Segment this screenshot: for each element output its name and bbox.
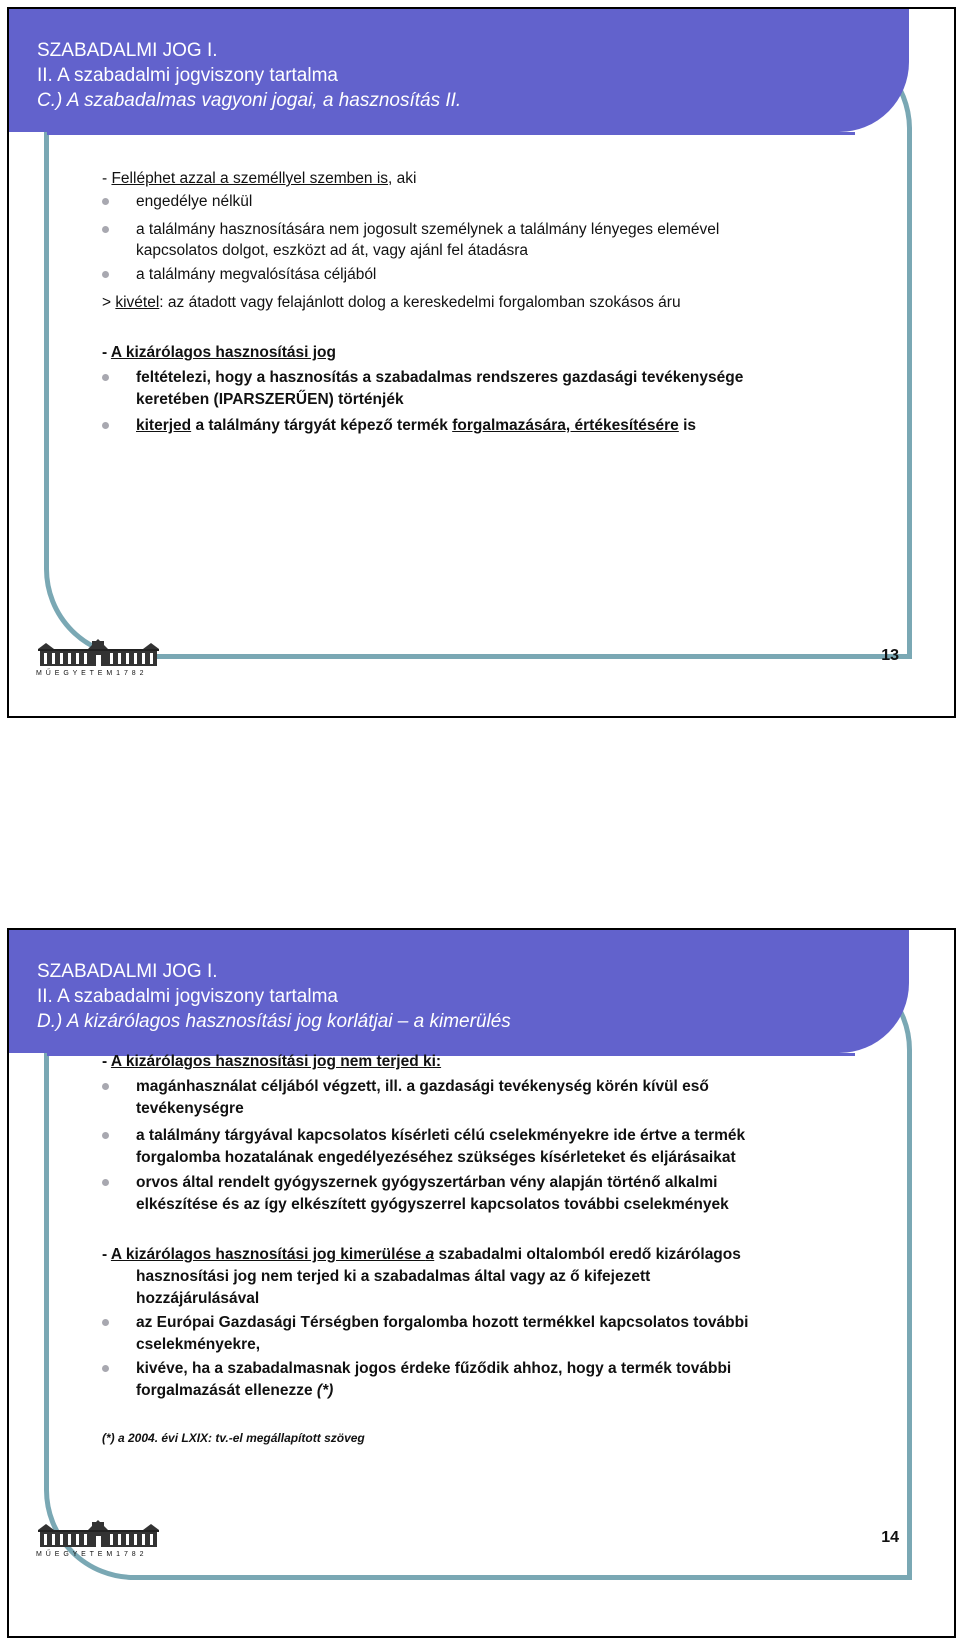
bullet-text: magánhasználat céljából végzett, ill. a gazdasági tevékenység körén kívül eső (136, 1078, 709, 1095)
dash: - (102, 170, 112, 187)
underlined-text: kivétel (115, 294, 160, 311)
header-section: D.) A kizárólagos hasznosítási jog korlátjai – a kimerülés (37, 1011, 511, 1032)
bullet-text: engedélye nélkül (136, 193, 253, 210)
dash: - (102, 1246, 111, 1263)
bullet-icon (102, 1132, 109, 1139)
footnote-marker: (*) (316, 1382, 334, 1399)
underlined-text: A kizárólagos hasznosítási jog (110, 344, 336, 361)
dash: - (102, 344, 111, 361)
page-number: 14 (881, 1529, 899, 1546)
logo-caption: M Ű E G Y E T E M 1 7 8 2 (36, 1551, 145, 1558)
text-line: hasznosítási jog nem terjed ki a szabadalmas által vagy az ő kifejezett (136, 1268, 651, 1285)
bullet-text: feltételezi, hogy a hasznosítás a szabadalmas rendszeres gazdasági tevékenysége (136, 369, 744, 386)
bullet-icon (102, 1179, 109, 1186)
bullet-icon (102, 226, 109, 233)
bullet-icon (102, 422, 109, 429)
bullet-icon (102, 271, 109, 278)
section-heading (102, 1244, 741, 1266)
text-span: forgalmazását ellenezze (136, 1382, 317, 1399)
header-subtitle: II. A szabadalmi jogviszony tartalma (37, 65, 338, 86)
bullet-text-cont: forgalomba hozatalának engedélyezéséhez szükséges kísérleteket és eljárásaikat (136, 1149, 736, 1166)
bullet-text: a találmány tárgyával kapcsolatos kísérleti célú cselekményekre ide értve a termék (136, 1127, 746, 1144)
bullet-icon (102, 1083, 109, 1090)
bullet-icon (102, 1365, 109, 1372)
bullet-text-cont: cselekményekre, (136, 1336, 261, 1353)
underlined-text: A kizárólagos hasznosítási jog nem terjed ki: (110, 1053, 442, 1070)
header-underline (47, 132, 855, 135)
logo-caption: M Ű E G Y E T E M 1 7 8 2 (36, 670, 145, 677)
bullet-text: kivéve, ha a szabadalmasnak jogos érdeke fűződik ahhoz, hogy a termék további (136, 1360, 732, 1377)
header-title: SZABADALMI JOG I. (37, 961, 218, 982)
header-title: SZABADALMI JOG I. (37, 40, 218, 61)
header-section: C.) A szabadalmas vagyoni jogai, a hasznosítás II. (37, 90, 462, 111)
underlined-text: Felléphet azzal a személlyel szemben is (111, 170, 389, 187)
slide-header (9, 930, 909, 1053)
text-span: is (678, 417, 697, 434)
footnote: (*) a 2004. évi LXIX: tv.-el megállapított szöveg (102, 1431, 365, 1445)
header-subtitle: II. A szabadalmi jogviszony tartalma (37, 986, 338, 1007)
bullet-text: orvos által rendelt gyógyszernek gyógyszertárban vény alapján történő alkalmi (136, 1174, 718, 1191)
text-span: , aki (388, 170, 417, 187)
underlined-text: a (425, 1246, 435, 1263)
bullet-text-cont: kapcsolatos dolgot, eszközt ad át, vagy ajánl fel átadásra (136, 242, 529, 259)
text-span: szabadalmi oltalomból eredő kizárólagos (434, 1246, 741, 1263)
bullet-text-cont: keretében (IPARSZERŰEN) történjék (136, 391, 404, 408)
bullet-icon (102, 374, 109, 381)
section-heading (102, 1051, 441, 1073)
text-line (102, 168, 416, 190)
slide-14 (7, 928, 956, 1638)
slide-header (9, 9, 909, 132)
bullet-text: a találmány hasznosítására nem jogosult személynek a találmány lényeges elemével (136, 221, 720, 238)
page-number: 13 (881, 647, 899, 664)
text-span: > (102, 294, 116, 311)
bullet-icon (102, 198, 109, 205)
bullet-text-cont (136, 1380, 333, 1402)
underlined-text: kiterjed (136, 417, 192, 434)
bullet-text: az Európai Gazdasági Térségben forgalomba hozott termékkel kapcsolatos további (136, 1314, 749, 1331)
text-span: : az átadott vagy felajánlott dolog a kereskedelmi forgalomban szokásos áru (159, 294, 681, 311)
section-heading (102, 342, 336, 364)
bullet-text (136, 415, 696, 437)
slide-13 (7, 7, 956, 718)
underlined-text: forgalmazására, értékesítésére (452, 417, 679, 434)
text-line: hozzájárulásával (136, 1290, 260, 1307)
bullet-text: a találmány megvalósítása céljából (136, 266, 377, 283)
bullet-text-cont: elkészítése és az így elkészített gyógyszerrel kapcsolatos további cselekmények (136, 1196, 729, 1213)
bullet-icon (102, 1319, 109, 1326)
text-span: a találmány tárgyát képező termék (191, 417, 453, 434)
dash: - (102, 1053, 111, 1070)
text-line (102, 292, 681, 314)
bullet-text-cont: tevékenységre (136, 1100, 244, 1117)
underlined-text: A kizárólagos hasznosítási jog kimerülése (110, 1246, 426, 1263)
